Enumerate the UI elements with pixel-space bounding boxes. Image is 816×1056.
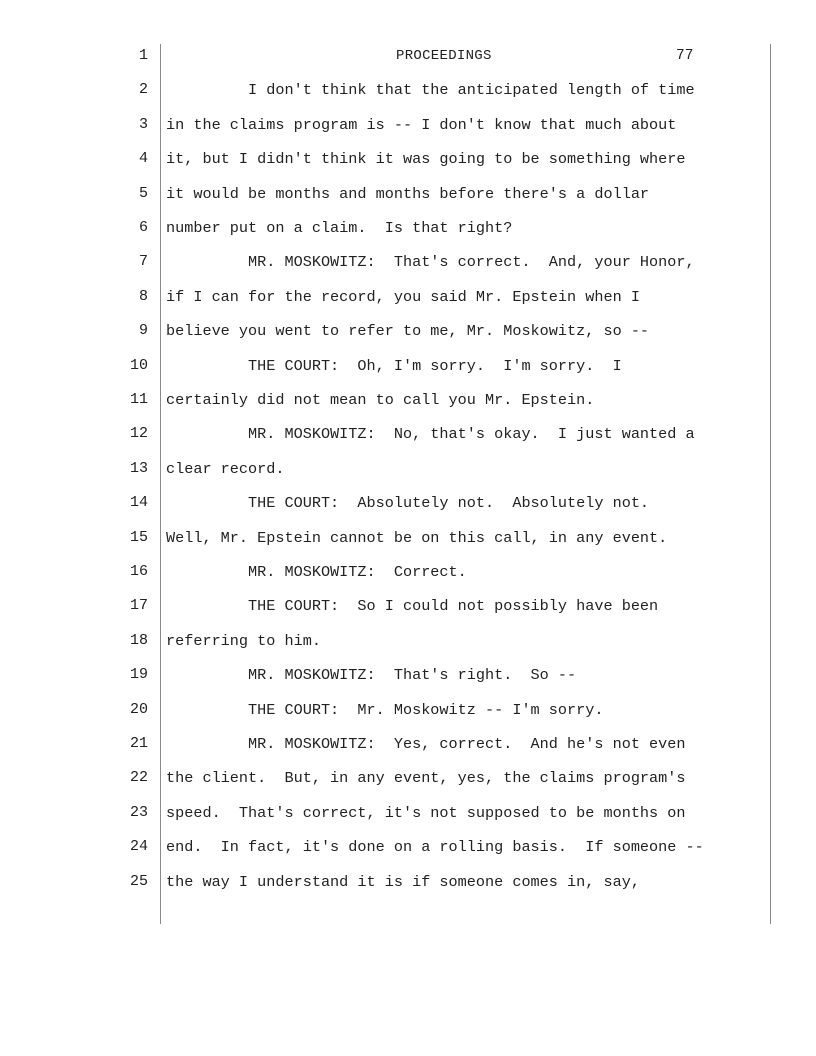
line-text: certainly did not mean to call you Mr. Epstein. bbox=[166, 391, 595, 409]
transcript-line bbox=[0, 521, 816, 555]
line-text: THE COURT: Absolutely not. Absolutely not. bbox=[166, 494, 650, 513]
line-number: 9 bbox=[138, 322, 148, 340]
transcript-line bbox=[0, 417, 816, 451]
line-text: referring to him. bbox=[166, 631, 321, 650]
line-number: 2 bbox=[138, 81, 148, 99]
transcript-line bbox=[0, 865, 816, 899]
page-number: 77 bbox=[676, 48, 694, 64]
line-text: MR. MOSKOWITZ: That's correct. And, your Honor, bbox=[166, 253, 695, 272]
line-text: the way I understand it is if someone comes in, say, bbox=[166, 872, 640, 891]
transcript-line bbox=[0, 39, 816, 73]
line-text: it would be months and months before there's a dollar bbox=[166, 184, 650, 203]
page-header-title: PROCEEDINGS bbox=[396, 48, 492, 64]
line-number: 19 bbox=[129, 666, 148, 684]
line-number: 6 bbox=[138, 219, 148, 236]
line-number: 18 bbox=[129, 631, 148, 649]
line-text: the client. But, in any event, yes, the claims program's bbox=[166, 769, 686, 788]
transcript-line bbox=[0, 314, 816, 348]
line-number: 8 bbox=[138, 287, 148, 305]
transcript-line bbox=[0, 383, 816, 417]
line-number: 13 bbox=[129, 459, 148, 477]
line-text: MR. MOSKOWITZ: Yes, correct. And he's not even bbox=[166, 735, 686, 753]
line-number: 1 bbox=[138, 47, 148, 64]
line-number: 7 bbox=[138, 253, 148, 271]
line-number: 25 bbox=[129, 872, 148, 890]
transcript-line bbox=[0, 555, 816, 589]
transcript-line bbox=[0, 108, 816, 142]
transcript-line bbox=[0, 624, 816, 658]
line-text: speed. That's correct, it's not supposed to be months on bbox=[166, 803, 686, 822]
transcript-line bbox=[0, 73, 816, 107]
line-text: number put on a claim. Is that right? bbox=[166, 219, 513, 237]
transcript-line bbox=[0, 177, 816, 211]
line-number: 20 bbox=[129, 700, 148, 718]
transcript-line bbox=[0, 796, 816, 830]
transcript-line bbox=[0, 280, 816, 314]
line-text: THE COURT: Oh, I'm sorry. I'm sorry. I bbox=[166, 356, 622, 375]
line-number: 12 bbox=[129, 425, 148, 443]
line-number: 21 bbox=[129, 735, 148, 752]
line-number: 17 bbox=[129, 597, 148, 615]
transcript-line bbox=[0, 211, 816, 245]
line-text: MR. MOSKOWITZ: No, that's okay. I just wanted a bbox=[166, 425, 695, 444]
line-text: if I can for the record, you said Mr. Epstein when I bbox=[166, 287, 640, 306]
line-number: 24 bbox=[129, 838, 148, 856]
transcript-line bbox=[0, 830, 816, 864]
line-number: 10 bbox=[129, 356, 148, 374]
line-number: 23 bbox=[129, 803, 148, 821]
line-number: 5 bbox=[138, 184, 148, 202]
line-number: 4 bbox=[138, 150, 148, 168]
line-text: end. In fact, it's done on a rolling basis. If someone -- bbox=[166, 838, 704, 857]
transcript-line bbox=[0, 349, 816, 383]
transcript-line bbox=[0, 693, 816, 727]
line-text: I don't think that the anticipated length of time bbox=[166, 81, 695, 100]
line-number: 15 bbox=[129, 528, 148, 546]
transcript-line bbox=[0, 486, 816, 520]
transcript-line bbox=[0, 727, 816, 761]
transcript-line bbox=[0, 761, 816, 795]
line-text: THE COURT: Mr. Moskowitz -- I'm sorry. bbox=[166, 700, 604, 719]
line-number: 22 bbox=[129, 769, 148, 787]
transcript-line bbox=[0, 142, 816, 176]
line-text: in the claims program is -- I don't know that much about bbox=[166, 115, 677, 134]
line-text: THE COURT: So I could not possibly have been bbox=[166, 597, 659, 616]
line-text: believe you went to refer to me, Mr. Moskowitz, so -- bbox=[166, 322, 650, 341]
transcript-line bbox=[0, 589, 816, 623]
transcript-line bbox=[0, 452, 816, 486]
line-number: 3 bbox=[138, 115, 148, 133]
line-number: 16 bbox=[129, 563, 148, 580]
line-number: 11 bbox=[129, 391, 148, 408]
line-text: MR. MOSKOWITZ: Correct. bbox=[166, 563, 467, 581]
line-text: clear record. bbox=[166, 459, 285, 478]
line-text: it, but I didn't think it was going to be something where bbox=[166, 150, 686, 169]
transcript-line bbox=[0, 658, 816, 692]
line-text: MR. MOSKOWITZ: That's right. So -- bbox=[166, 666, 577, 685]
line-text: Well, Mr. Epstein cannot be on this call, in any event. bbox=[166, 528, 668, 547]
transcript-line bbox=[0, 245, 816, 279]
line-number: 14 bbox=[129, 494, 148, 512]
